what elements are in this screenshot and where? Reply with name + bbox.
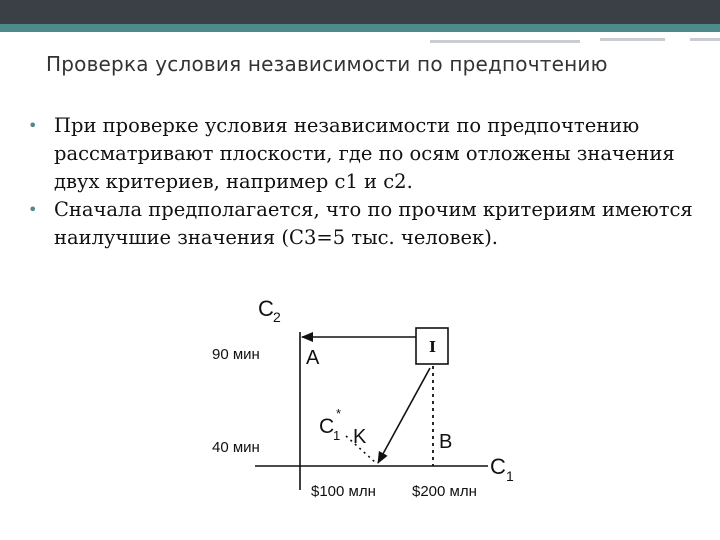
point-i-label: I [429,338,437,356]
y-axis-subscript: 2 [273,309,281,325]
point-b-label: B [439,431,453,453]
bullet-marker: • [28,116,38,135]
arrow-i-to-k [378,368,430,463]
point-c-star: * [336,406,342,421]
x-axis-label: C [490,454,506,479]
bullet-marker: • [28,200,38,219]
point-c-label: C [319,415,335,438]
y-tick-90: 90 мин [212,346,260,363]
x-axis-subscript: 1 [506,468,514,484]
bullet-text-2: Сначала предполагается, что по прочим критериям имеются наилучшие значения (С3=5 тыс. человек). [54,198,693,249]
point-k-label: K [353,426,367,448]
x-tick-100: $100 млн [311,483,376,500]
slide-title: Проверка условия независимости по предпочтению [46,52,608,76]
point-c-subscript: 1 [333,428,341,443]
x-tick-200: $200 млн [412,483,477,500]
bullet-text-1: При проверке условия независимости по предпочтению рассматривают плоскости, где по осям отложены значения двух критериев, например с1 и с2. [54,114,675,193]
point-a-label: A [306,347,320,369]
y-tick-40: 40 мин [212,439,260,456]
y-axis-label: C [258,296,274,321]
